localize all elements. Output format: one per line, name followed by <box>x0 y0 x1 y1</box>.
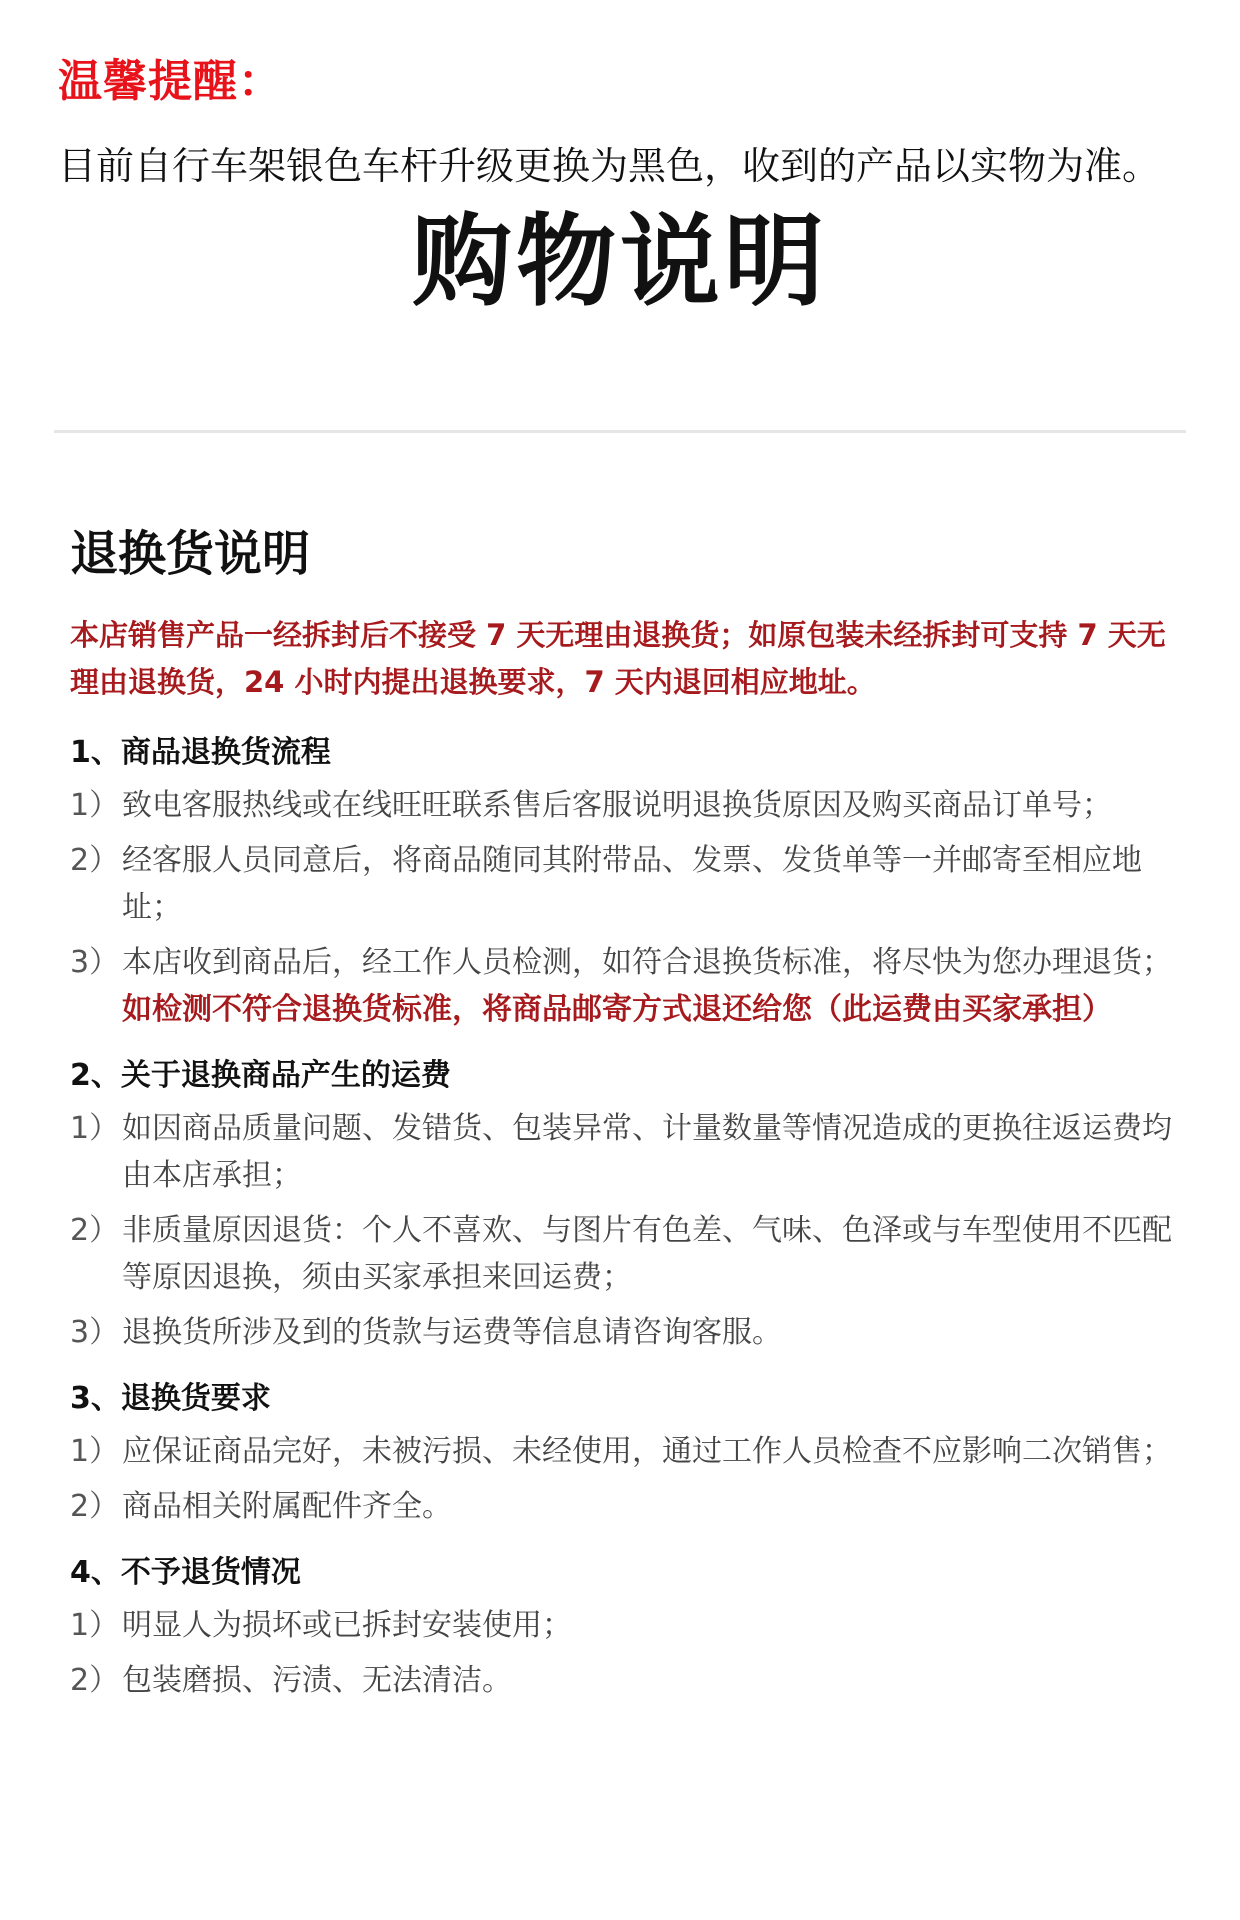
item-text: 非质量原因退货：个人不喜欢、与图片有色差、气味、色泽或与车型使用不匹配等原因退换，须由买家承担来回运费； <box>122 1213 1172 1295</box>
item-text: 如因商品质量问题、发错货、包装异常、计量数量等情况造成的更换往返运费均由本店承担； <box>122 1111 1172 1193</box>
item-number: 1） <box>70 1434 120 1469</box>
item-number: 1） <box>70 788 120 823</box>
group-heading: 3、退换货要求 <box>70 1381 271 1416</box>
list-item <box>70 1602 1180 1649</box>
item-number: 1） <box>70 1608 120 1643</box>
item-number: 2） <box>70 843 120 878</box>
list-item <box>70 1657 1180 1704</box>
group-return-requirements <box>70 1374 1180 1530</box>
section-title: 退换货说明 <box>70 526 311 582</box>
policy-notice: 本店销售产品一经拆封后不接受 7 天无理由退换货；如原包装未经拆封可支持 7 天无理由退换货，24 小时内提出退换要求，7 天内退回相应地址。 <box>70 618 1166 699</box>
list-item <box>70 1483 1180 1530</box>
reminder-title: 温馨提醒： <box>58 56 283 107</box>
item-text: 本店收到商品后，经工作人员检测，如符合退换货标准，将尽快为您办理退货； <box>122 945 1172 980</box>
page-title: 购物说明 <box>412 203 828 320</box>
item-text: 明显人为损坏或已拆封安装使用； <box>122 1608 572 1643</box>
list-item <box>70 1428 1180 1475</box>
item-number: 2） <box>70 1663 120 1698</box>
item-text: 退换货所涉及到的货款与运费等信息请咨询客服。 <box>122 1315 782 1350</box>
list-item <box>70 1309 1180 1356</box>
list-item <box>70 782 1180 829</box>
item-text: 致电客服热线或在线旺旺联系售后客服说明退换货原因及购买商品订单号； <box>122 788 1112 823</box>
list-item <box>70 1207 1180 1301</box>
reminder-text: 目前自行车架银色车杆升级更换为黑色，收到的产品以实物为准。 <box>58 144 1161 188</box>
list-item <box>70 837 1180 931</box>
divider <box>54 430 1186 433</box>
group-heading: 1、商品退换货流程 <box>70 735 331 770</box>
item-highlight-text: 如检测不符合退换货标准，将商品邮寄方式退还给您（此运费由买家承担） <box>122 992 1112 1027</box>
group-non-returnable <box>70 1548 1180 1704</box>
list-item <box>70 1105 1180 1199</box>
item-number: 1） <box>70 1111 120 1146</box>
group-heading: 2、关于退换商品产生的运费 <box>70 1058 451 1093</box>
return-policy-section <box>70 520 1180 1722</box>
group-shipping-fees <box>70 1051 1180 1356</box>
item-text-wrapper <box>122 939 1180 1033</box>
group-heading: 4、不予退货情况 <box>70 1555 301 1590</box>
item-number: 3） <box>70 1315 120 1350</box>
group-return-process <box>70 728 1180 1033</box>
item-text: 经客服人员同意后，将商品随同其附带品、发票、发货单等一并邮寄至相应地址； <box>122 843 1142 925</box>
list-item <box>70 939 1180 1033</box>
item-number: 2） <box>70 1489 120 1524</box>
item-number: 3） <box>70 945 120 980</box>
item-text: 包装磨损、污渍、无法清洁。 <box>122 1663 512 1698</box>
item-number: 2） <box>70 1213 120 1248</box>
item-text: 应保证商品完好，未被污损、未经使用，通过工作人员检查不应影响二次销售； <box>122 1434 1172 1469</box>
item-text: 商品相关附属配件齐全。 <box>122 1489 452 1524</box>
